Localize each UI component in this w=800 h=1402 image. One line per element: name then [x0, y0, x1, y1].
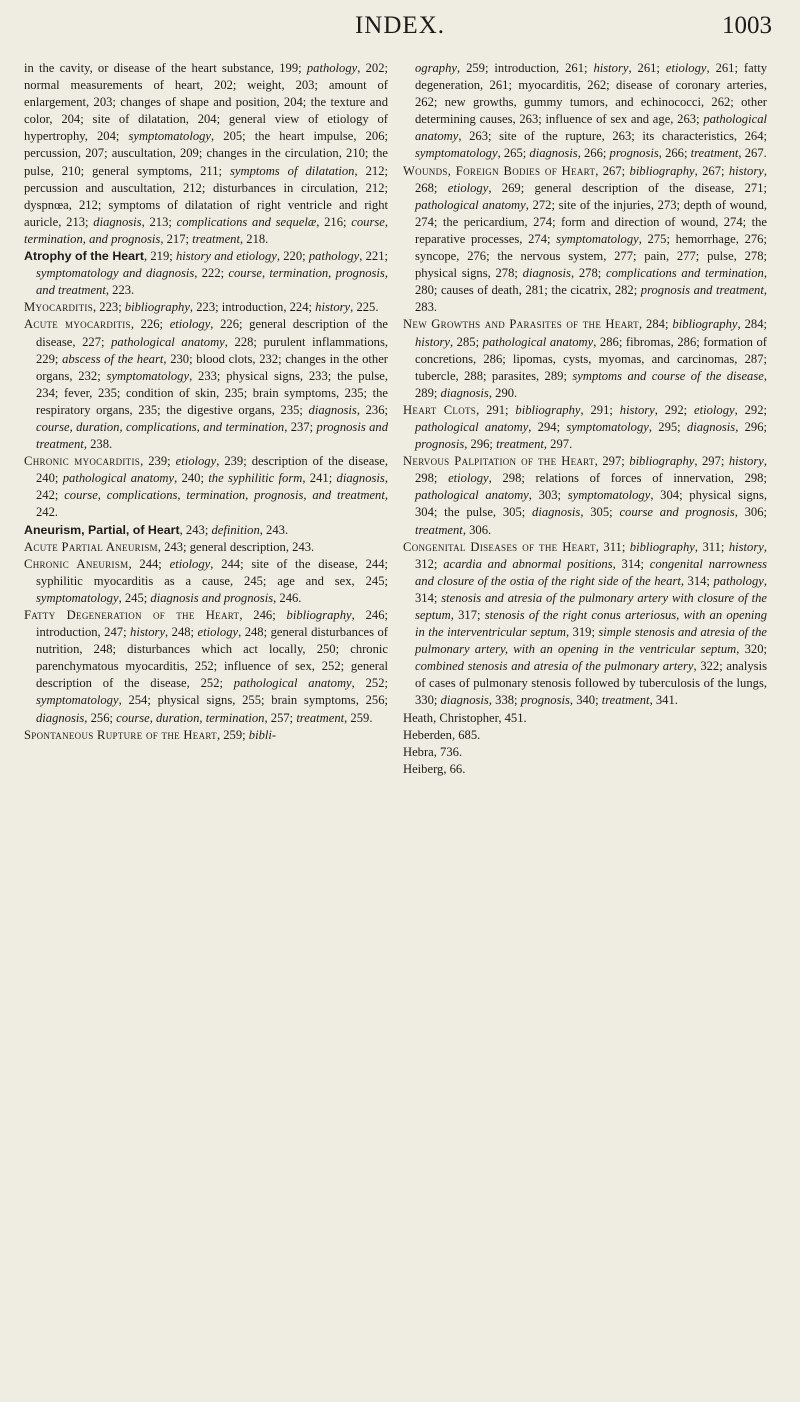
index-entry-chronic-myocarditis: Chronic myocarditis, 239; etiology, 239; description of the disease, 240; pathological anatomy, 240; the syphilitic form, 241; diagnosis, 242; course, complications, termination, prognosis, and treatment, 242. — [24, 454, 388, 520]
index-entry-new-growths: New Growths and Parasites of the Heart, 284; bibliography, 284; history, 285; pathological anatomy, 286; fibromas, 286; formation of concretions, 286; lipomas, cysts, myomas, and carcinomas, 287; tubercle, 288; parasites, 289; symptoms and course of the disease, 289; diagnosis, 290. — [403, 317, 768, 400]
index-entry-heart-clots: Heart Clots, 291; bibliography, 291; history, 292; etiology, 292; pathological anatomy, 294; symptomatology, 295; diagnosis, 296; prognosis, 296; treatment, 297. — [403, 402, 768, 452]
index-entry-fatty-degeneration: Fatty Degeneration of the Heart, 246; bibliography, 246; introduction, 247; history, 248; etiology, 248; general disturbances of nutrition, 248; disturbances which act locally, 250; chronic parenchymatous myocarditis, 252; influence of sex, 252; general description of the disease, 252; pathological anatomy, 252; symptomatology, 254; physical signs, 255; brain symptoms, 256; diagnosis, 256; course, duration, termination, 257; treatment, 259. — [24, 608, 389, 725]
index-entry-name: Heiberg, 66. — [403, 761, 466, 776]
running-head-title: INDEX. — [354, 12, 445, 39]
index-entry-atrophy: Atrophy of the Heart, 219; history and etiology, 220; pathology, 221; symptomatology and diagnosis, 222; course, termination, prognosis, and treatment, 223. — [24, 249, 388, 298]
index-entry-acute-partial-aneurism: Acute Partial Aneurism, 243; general description, 243. — [24, 539, 315, 554]
index-entry-continued: in the cavity, or disease of the heart substance, 199; pathology, 202; normal measurements of heart, 202; weight, 203; amount of enlargement, 203; changes of shape and position, 204; the texture and color, 204; site of dilatation, 204; general view of etiology of hypertrophy, 204; symptomatology, 205; the heart impulse, 206; percussion, 207; auscultation, 209; changes in the circulation, 210; the pulse, 210; general symptoms, 211; symptoms of dilatation, 212; percussion and auscultation, 212; disturbances in circulation, 212; dyspnœa, 212; symptoms of dilatation of right ventricle and right auricle, 213; diagnosis, 213; complications and sequelæ, 216; course, termination, and prognosis, 217; treatment, 218. — [24, 61, 389, 246]
index-entry-myocarditis: Myocarditis, 223; bibliography, 223; introduction, 224; history, 225. — [24, 300, 379, 315]
index-entry-wounds: Wounds, Foreign Bodies of Heart, 267; bibliography, 267; history, 268; etiology, 269; general description of the disease, 271; pathological anatomy, 272; site of the injuries, 273; depth of wound, 274; the pericardium, 274; form and direction of wound, 274; the reparative processes, 274; symptomatology, 275; hemorrhage, 276; syncope, 276; the nervous system, 277; pain, 277; pulse, 278; physical signs, 278; diagnosis, 278; complications and termination, 280; causes of death, 281; the cicatrix, 282; prognosis and treatment, 283. — [403, 163, 768, 315]
left-column — [24, 60, 388, 744]
index-entry-name: Heberden, 685. — [403, 727, 481, 742]
index-entry-chronic-aneurism: Chronic Aneurism, 244; etiology, 244; site of the disease, 244; syphilitic myocarditis as a cause, 245; age and sex, 245; symptomatology, 245; diagnosis and prognosis, 246. — [24, 556, 388, 605]
index-entry-nervous-palpitation: Nervous Palpitation of the Heart, 297; bibliography, 297; history, 298; etiology, 298; relations of forces of innervation, 298; pathological anatomy, 303; symptomatology, 304; physical signs, 304; the pulse, 305; diagnosis, 305; course and prognosis, 306; treatment, 306. — [403, 454, 768, 537]
index-entry-acute-myocarditis: Acute myocarditis, 226; etiology, 226; general description of the disease, 227; pathological anatomy, 228; purulent inflammations, 229; abscess of the heart, 230; blood clots, 232; changes in the other organs, 232; symptomatology, 233; physical signs, 233; the pulse, 234; fever, 235; condition of skin, 235; brain symptoms, 235; the respiratory organs, 235; the digestive organs, 235; diagnosis, 236; course, duration, complications, and termination, 237; prognosis and treatment, 238. — [24, 317, 389, 452]
page-number: 1003 — [722, 12, 772, 39]
index-entry-name: Hebra, 736. — [403, 744, 463, 759]
index-entry-spontaneous-rupture: Spontaneous Rupture of the Heart, 259; bibli- — [24, 727, 277, 742]
index-entry-congenital-diseases: Congenital Diseases of the Heart, 311; bibliography, 311; history, 312; acardia and abnormal positions, 314; congenital narrowness and closure of the ostia of the right side of the heart, 314; pathology, 314; stenosis and atresia of the pulmonary artery with closure of the septum, 317; stenosis of the right conus arteriosus, with an opening in the interventricular septum, 319; simple stenosis and atresia of the pulmonary artery, with an opening in the ventricular septum, 320; combined stenosis and atresia of the pulmonary artery, 322; analysis of cases of pulmonary stenosis followed by tuberculosis of the lungs, 330; diagnosis, 338; prognosis, 340; treatment, 341. — [403, 539, 768, 708]
index-entry-aneurism-partial: Aneurism, Partial, of Heart, 243; definition, 243. — [24, 522, 289, 537]
index-entry-name: Heath, Christopher, 451. — [403, 710, 527, 725]
right-column — [403, 60, 767, 778]
index-entry-continued: ography, 259; introduction, 261; history, 261; etiology, 261; fatty degeneration, 261; myocarditis, 262; disease of coronary arteries, 262; new growths, gummy tumors, and echinococci, 262; other determining causes, 263; influence of sex and age, 263; pathological anatomy, 263; site of the rupture, 263; its characteristics, 264; symptomatology, 265; diagnosis, 266; prognosis, 266; treatment, 267. — [415, 61, 767, 161]
running-head — [0, 10, 800, 46]
